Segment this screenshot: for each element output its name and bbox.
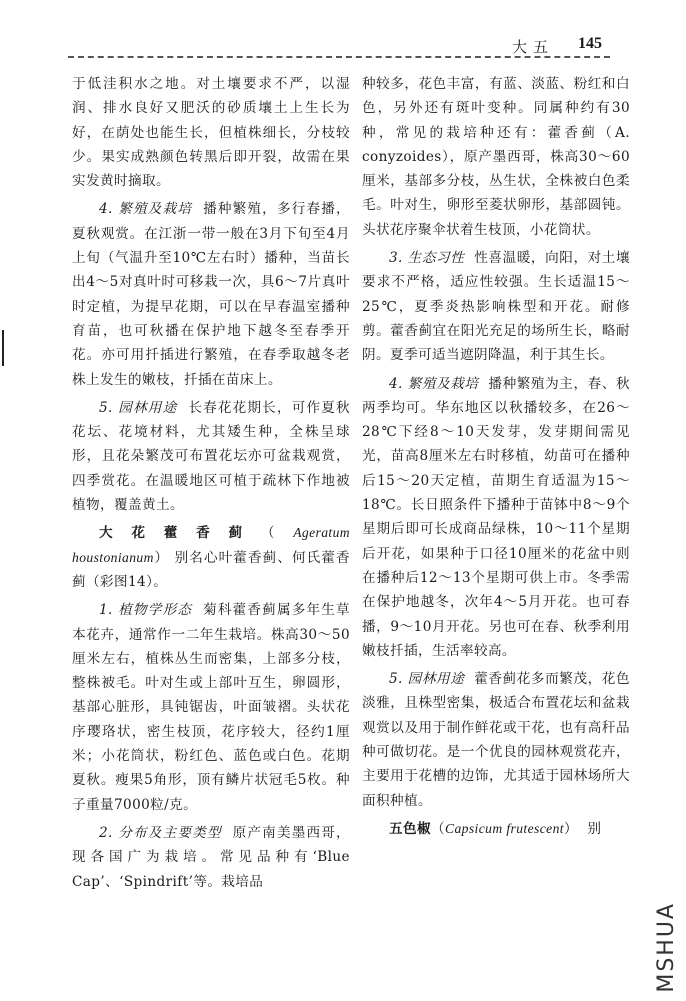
paragraph: 五色椒（Capsicum frutescent） 别 [389, 820, 602, 837]
paragraph-text: 别名心叶藿香蓟、何氏藿香蓟（彩图14）。 [72, 549, 350, 590]
chapter-title: 大五 [511, 38, 554, 56]
section-heading: 4. 繁殖及栽培 [99, 201, 193, 218]
species-name: 大花藿香蓟 [99, 525, 261, 542]
section-heading: 1. 植物学形态 [99, 602, 193, 619]
species-name: 五色椒 [389, 820, 431, 837]
section-heading: 2. 分布及主要类型 [99, 824, 222, 841]
paragraph [362, 667, 630, 813]
margin-mark [2, 330, 4, 366]
section-heading: 5. 园林用途 [99, 399, 178, 416]
section-heading: 5. 园林用途 [389, 671, 465, 688]
section-heading: 3. 生态习性 [389, 250, 465, 267]
page-header [68, 36, 610, 58]
paragraph: 于低洼积水之地。对土壤要求不严，以湿润、排水良好又肥沃的砂质壤土上生长为好，在荫处也能生长，但植株细长，分枝较少。果实成熟颜色转黑后即开裂，故需在果实发黄时摘取。 [72, 76, 350, 190]
paragraph-text: 长春花花期长，可作夏秋花坛、花境材料，尤其矮生种，全株呈球形，且花朵繁茂可布置花坛亦可盆栽观赏，四季赏花。在温暖地区可植于疏林下作地被植物，覆盖黄土。 [72, 399, 351, 514]
paragraph [72, 197, 350, 391]
paragraph [72, 396, 350, 517]
paragraph: 种较多，花色丰富，有蓝、淡蓝、粉红和白色，另外还有斑叶变种。同属种约有30种，常见的栽培种还有：藿香蓟（A. conyzoides），原产墨西哥，株高30～60厘米，基部多分枝，丛生状，全株被白色柔毛。叶对生，卵形至菱状卵形，基部圆钝。头状花序聚伞状着生枝顶，小花筒状。 [362, 76, 630, 238]
paragraph-text: 播种繁殖为主，春、秋两季均可。华东地区以秋播较多，在26～28℃下经8～10天发芽，发芽期间需见光，苗高8厘米左右时移植，幼苗可在播种后15～20天定植，苗期生育适温为15～18℃。长日照条件下播种于苗钵中8～9个星期后即可长成商品绿株，10～11个星期后开花，如果种于口径10厘米的花盆中则在播种后12～13个星期可供上市。冬季需在保护地越冬，次年4～5月开花。也可春播，9～10月开花。另也可在春、秋季利用嫩枝扦插，生活率较高。 [362, 375, 630, 659]
paragraph [362, 372, 630, 664]
paragraph-text: 性喜温暖，向阳，对土壤要求不严格，适应性较强。生长适温15～25℃，夏季炎热影响株型和开花。耐修剪。藿香蓟宜在阳光充足的场所生长，略耐阴。夏季可适当遮阴降温，利于其生长。 [362, 250, 630, 364]
paragraph-text: 藿香蓟花多而繁茂，花色淡雅，且株型密集，极适合布置花坛和盆栽观赏以及用于制作鲜花或干花，也有高秆品种可做切花。是一个优良的园林观赏花卉，主要用于花槽的边饰，尤其适于园林场所大面积种植。 [362, 671, 630, 809]
page-number: 145 [578, 35, 602, 52]
paragraph-text: 别 [587, 820, 602, 837]
latin-name: Ageratum houstonianum [72, 525, 351, 565]
paragraph-text: 原产南美墨西哥，现各国广为栽培。常见品种有‘Blue Cap’、‘Spindrift’等。栽培品 [72, 824, 351, 890]
right-column [362, 72, 630, 845]
paragraph-text: 菊科藿香蓟属多年生草本花卉，通常作一二年生栽培。株高30～50厘米左右，植株丛生而密集，上部多分枝，整株被毛。叶对生或上部叶互生，卵圆形，基部心脏形，具钝锯齿，叶面皱褶。头状花序璎珞状，密生枝顶，花序较大，径约1厘米；小花筒状，粉红色、蓝色或白色。花期夏秋。瘦果5角形，顶有鳞片状冠毛5枚。种子重量7000粒/克。 [72, 602, 351, 813]
paragraph [72, 598, 350, 817]
paragraph [72, 821, 350, 894]
section-heading: 4. 繁殖及栽培 [389, 375, 479, 392]
paragraph-text: 播种繁殖，多行春播，夏秋观赏。在江浙一带一般在3月下旬至4月上旬（气温升至10℃左右时）播种，当苗长出4～5对真叶时可移栽一次，具6～7片真叶时定植，为提早花期，可以在早春温室播种育苗，也可秋播在保护地下越冬至春季开花。亦可用扦插进行繁殖，在春季取越冬老株上发生的嫩枝，扦插在苗床上。 [72, 201, 351, 388]
latin-name: Capsicum frutescent [444, 820, 564, 836]
paragraph: 大花藿香蓟（Ageratum houstonianum） 别名心叶藿香蓟、何氏藿香蓟（彩图14）。 [72, 525, 351, 590]
paragraph [362, 246, 630, 367]
watermark: MSHUA [654, 902, 679, 993]
left-column [72, 72, 350, 898]
